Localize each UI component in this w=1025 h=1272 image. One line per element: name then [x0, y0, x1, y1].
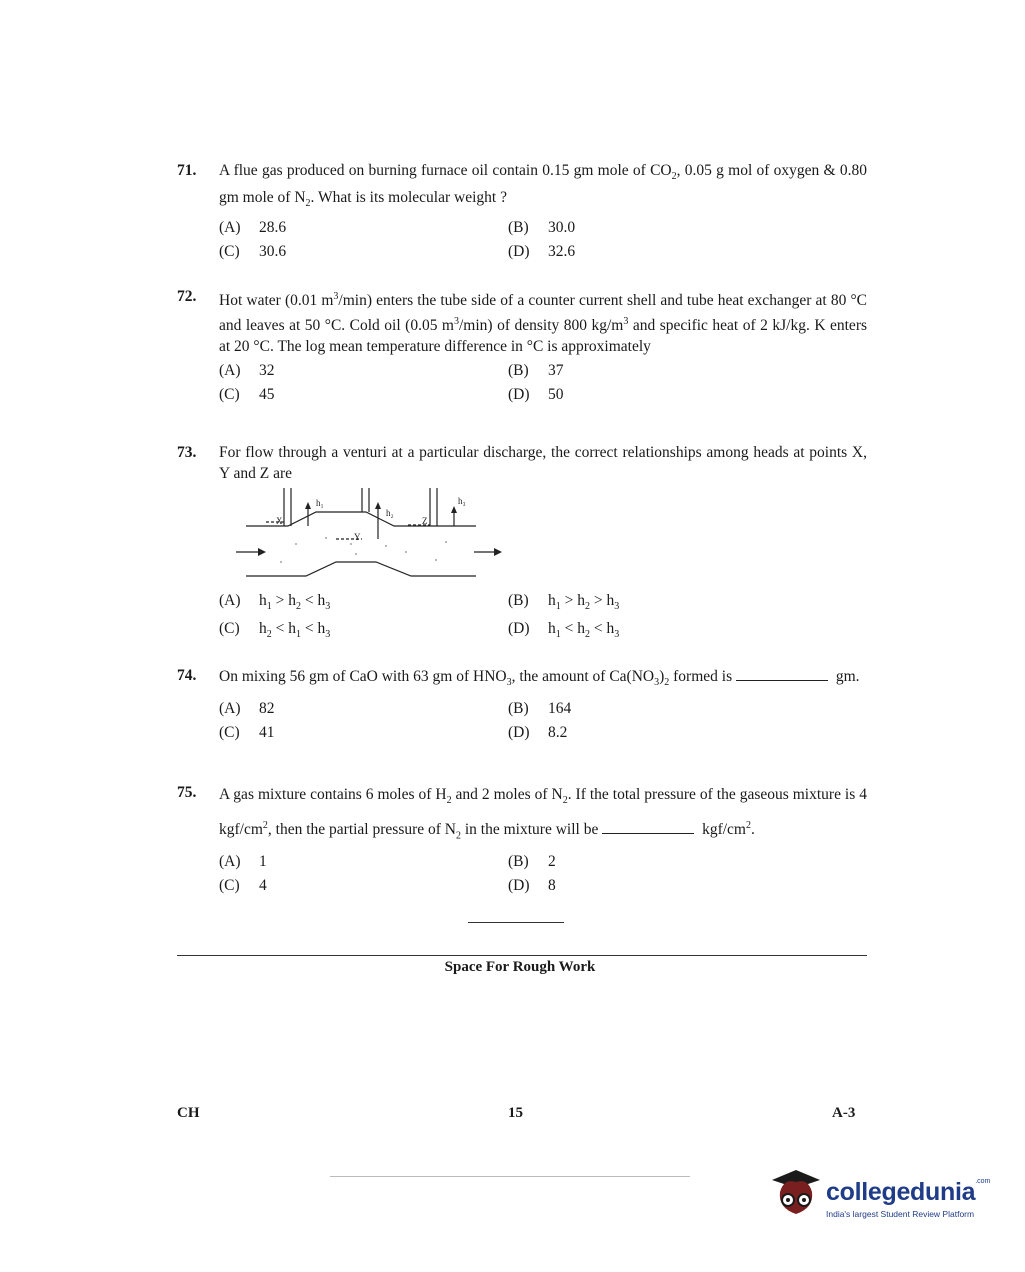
- option-c: (C) $h_2 < h_1 < h_3$: [219, 620, 331, 641]
- label-h3: h₃: [458, 496, 466, 506]
- question-text: Hot water (0.01 $m^3/\min$) enters the tube side of a counter current shell and tube heat exchanger at 80 °C and leaves at 50 °C. Cold oil (0.05 $m^3/\min$) of density 800 $kg/m^3$ and specific heat of 2 kJ/kg. K enters at 20 °C. The log mean temperature difference in °C is approximately: [219, 291, 868, 356]
- option-b: (B) 2: [508, 853, 556, 871]
- option-d: (D) 8.2: [508, 724, 568, 742]
- option-b: (B) 30.0: [508, 219, 576, 237]
- answer-blank: [602, 833, 694, 834]
- question-75: [177, 782, 867, 897]
- question-73-options: [177, 587, 867, 642]
- option-d: (D) 8: [508, 877, 556, 895]
- option-c: (C) 41: [219, 724, 275, 742]
- rough-work-divider: [177, 955, 867, 956]
- option-b: (B) 37: [508, 362, 564, 380]
- question-text: For flow through a venturi at a particular discharge, the correct relationships among heads at points X, Y and Z are: [219, 444, 867, 482]
- label-h1: h₁: [316, 498, 324, 508]
- option-b: (B) 164: [508, 700, 572, 718]
- logo-com: .com: [975, 1178, 991, 1185]
- options: [219, 698, 867, 744]
- footer-subject-code: CH: [177, 1105, 200, 1121]
- question-number: 74.: [177, 667, 197, 684]
- option-a: (A) 82: [219, 700, 275, 718]
- options: [219, 590, 867, 642]
- label-h2: h₂: [386, 508, 394, 518]
- label-z: Z: [422, 516, 428, 526]
- options: [219, 217, 867, 263]
- page-number: 15: [508, 1105, 523, 1121]
- logo-tagline: India's largest Student Review Platform: [826, 1209, 975, 1219]
- label-x: X: [276, 516, 283, 526]
- venturi-diagram: [236, 482, 506, 582]
- option-c: (C) 4: [219, 877, 267, 895]
- logo-name: collegedunia: [826, 1178, 976, 1206]
- question-71: [177, 160, 867, 263]
- options: [219, 360, 867, 406]
- rough-work-label: Space For Rough Work: [444, 959, 596, 975]
- collegedunia-mascot-icon: [766, 1166, 824, 1222]
- scan-line: [330, 1176, 690, 1177]
- option-d: (D) 50: [508, 386, 564, 404]
- question-text: A flue gas produced on burning furnace oil contain 0.15 gm mole of $CO_2$, 0.05 g mol of oxygen & 0.80 gm mole of $N_2$. What is its molecular weight ?: [219, 162, 867, 210]
- option-c: (C) 30.6: [219, 243, 287, 261]
- question-number: 72.: [177, 288, 197, 305]
- option-a: (A) $h_1 > h_2 < h_3$: [219, 592, 331, 613]
- label-y: Y: [354, 532, 361, 542]
- option-a: (A) 28.6: [219, 219, 287, 237]
- question-number: 73.: [177, 444, 197, 461]
- booklet-series: A-3: [832, 1105, 856, 1121]
- question-number: 71.: [177, 162, 197, 179]
- question-72: [177, 286, 867, 406]
- question-text: A gas mixture contains 6 moles of $H_2$ and 2 moles of $N_2$. If the total pressure of the gaseous mixture is 4 kgf/$cm^2$, then the partial pressure of $N_2$ in the mixture will be kgf/$cm^2$.: [219, 786, 867, 842]
- collegedunia-logo: [826, 1178, 990, 1219]
- answer-blank: [736, 680, 828, 681]
- question-74: [177, 665, 867, 744]
- option-a: (A) 1: [219, 853, 267, 871]
- question-number: 75.: [177, 784, 197, 801]
- options: [219, 851, 867, 897]
- option-b: (B) $h_1 > h_2 > h_3$: [508, 592, 620, 613]
- option-d: (D) 32.6: [508, 243, 576, 261]
- end-rule: [468, 922, 564, 923]
- question-text: On mixing 56 gm of CaO with 63 gm of $HNO_3$, the amount of $Ca(NO_3)_2$ formed is gm.: [219, 668, 860, 689]
- pipe-bottom-wall: [246, 562, 476, 576]
- option-a: (A) 32: [219, 362, 275, 380]
- question-73: [177, 442, 867, 484]
- option-d: (D) $h_1 < h_2 < h_3$: [508, 620, 620, 641]
- option-c: (C) 45: [219, 386, 275, 404]
